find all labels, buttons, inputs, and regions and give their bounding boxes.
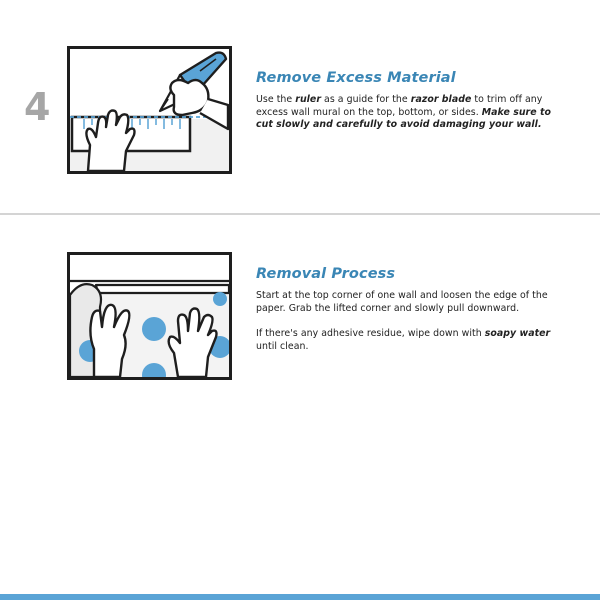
caution-emphasis: Make sure to cut slowly and carefully to avoid damaging your wall. — [256, 106, 551, 131]
polka-dot — [213, 292, 227, 306]
step1-paragraph — [256, 94, 556, 132]
trim-illustration-svg — [70, 49, 229, 171]
razor-blade-emphasis: razor blade — [410, 94, 472, 105]
step2-paragraph-1: Start at the top corner of one wall and loosen the edge of the paper. Grab the lifted corner and slowly pull downward. — [256, 290, 548, 314]
step1-text-part: Use the — [256, 94, 296, 105]
step2-text — [256, 266, 556, 353]
trim-illustration — [67, 46, 232, 174]
step1-title: Remove Excess Material — [256, 70, 456, 86]
step1-text-part: to trim off any excess wall mural on the top, bottom, or sides. — [256, 94, 543, 118]
removal-illustration — [67, 252, 232, 380]
paper-edge — [96, 285, 229, 293]
step2-paragraph-2 — [256, 328, 556, 353]
step1-text-part: as a guide for the — [321, 94, 411, 105]
step2-text-part: If there's any adhesive residue, wipe down with — [256, 328, 485, 340]
section-divider — [0, 213, 600, 215]
step2-text-part: until clean. — [256, 340, 309, 352]
step2-title: Removal Process — [256, 266, 396, 282]
soapy-water-emphasis: soapy water — [484, 328, 551, 340]
step-number: 4 — [24, 85, 51, 129]
polka-dot — [142, 317, 166, 341]
step1-text — [256, 70, 556, 132]
removal-illustration-svg — [70, 255, 229, 377]
bottom-accent-bar — [0, 594, 600, 600]
ruler-emphasis: ruler — [295, 94, 322, 105]
